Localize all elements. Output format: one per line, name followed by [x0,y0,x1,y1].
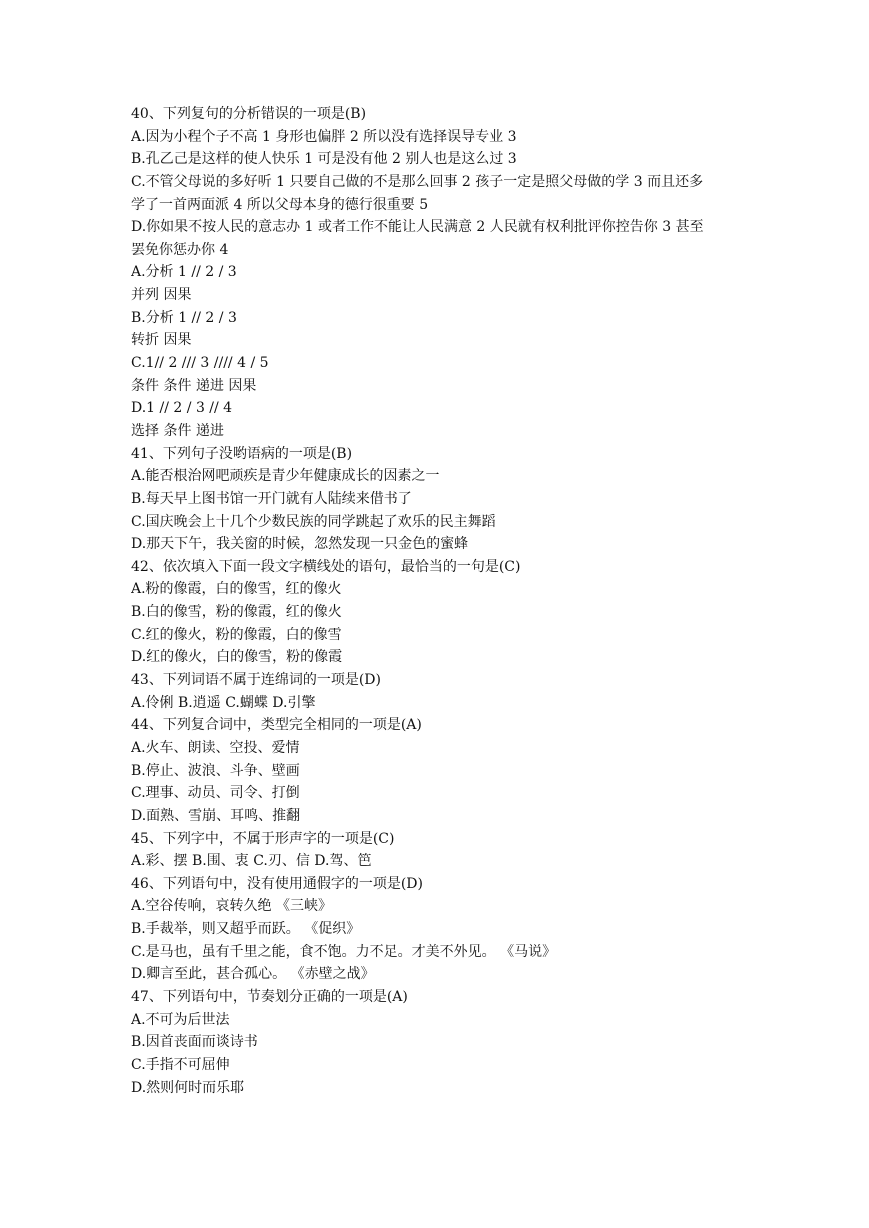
text-line: B.手裁举，则又超乎而跃。 《促织》 [131,921,361,938]
text-line: A.能否根治网吧顽疾是青少年健康成长的因素之一 [131,468,440,485]
text-line: C.1// 2 /// 3 //// 4 / 5 [131,355,269,372]
text-line: D.你如果不按人民的意志办 1 或者工作不能让人民满意 2 人民就有权利批评你控告你 3 甚至 [131,219,704,236]
text-line: A.火车、朗读、空投、爱情 [131,739,300,756]
text-line: 42、依次填入下面一段文字横线处的语句，最恰当的一句是(C) [131,558,521,575]
text-line: C.红的像火，粉的像霞，白的像雪 [131,626,342,643]
text-line: A.彩、摆 B.围、衷 C.刃、信 D.驾、笆 [131,853,372,870]
text-line: 转折 因果 [131,332,192,349]
text-line: 条件 条件 递进 因果 [131,377,257,394]
document-body [131,103,731,1099]
text-line: A.粉的像霞，白的像雪，红的像火 [131,581,342,598]
text-line: A.分析 1 // 2 / 3 [131,264,237,281]
text-line: A.不可为后世法 [131,1011,230,1028]
text-line: D.1 // 2 / 3 // 4 [131,400,233,417]
text-line: B.停止、波浪、斗争、壁画 [131,762,300,779]
text-line: C.不管父母说的多好听 1 只要自己做的不是那么回事 2 孩子一定是照父母做的学 3 而且还多 [131,173,704,190]
text-line: C.国庆晚会上十几个少数民族的同学跳起了欢乐的民主舞蹈 [131,513,496,530]
text-line: A.伶俐 B.逍遥 C.蝴蝶 D.引擎 [131,694,316,711]
text-line: C.手指不可屈伸 [131,1056,230,1073]
text-line: C.理事、动员、司令、打倒 [131,785,300,802]
text-line: A.空谷传响，哀转久绝 《三峡》 [131,898,333,915]
text-line: D.面熟、雪崩、耳鸣、推翻 [131,807,301,824]
text-line: B.白的像雪，粉的像霞，红的像火 [131,604,342,621]
text-line: D.卿言至此，甚合孤心。 《赤壁之战》 [131,966,375,983]
text-line: A.因为小程个子不高 1 身形也偏胖 2 所以没有选择误导专业 3 [131,128,517,145]
text-line: B.分析 1 // 2 / 3 [131,309,237,326]
text-line: D.那天下午，我关窗的时候，忽然发现一只金色的蜜蜂 [131,536,469,553]
text-line: 45、下列字中，不属于形声字的一项是(C) [131,830,395,847]
text-line: 41、下列句子没哟语病的一项是(B) [131,445,353,462]
text-line: 罢免你惩办你 4 [131,241,229,258]
text-line: 47、下列语句中，节奏划分正确的一项是(A) [131,988,408,1005]
text-line: D.红的像火，白的像雪，粉的像霞 [131,649,343,666]
text-line: D.然则何时而乐耶 [131,1079,245,1096]
text-line: 46、下列语句中，没有使用通假字的一项是(D) [131,875,423,892]
text-line: B.因首丧面而谈诗书 [131,1034,258,1051]
text-line: 学了一首两面派 4 所以父母本身的德行很重要 5 [131,196,429,213]
text-line: B.每天早上图书馆一开门就有人陆续来借书了 [131,490,412,507]
text-line: 选择 条件 递进 [131,422,224,439]
text-line: 并列 因果 [131,287,192,304]
text-line: 40、下列复句的分析错误的一项是(B) [131,106,367,122]
text-line: 44、下列复合词中，类型完全相同的一项是(A) [131,717,422,734]
text-line: 43、下列词语不属于连绵词的一项是(D) [131,672,381,689]
text-line: B.孔乙己是这样的使人快乐 1 可是没有他 2 别人也是这么过 3 [131,151,517,168]
text-line: C.是马也，虽有千里之能，食不饱。力不足。才美不外见。 《马说》 [131,943,557,960]
